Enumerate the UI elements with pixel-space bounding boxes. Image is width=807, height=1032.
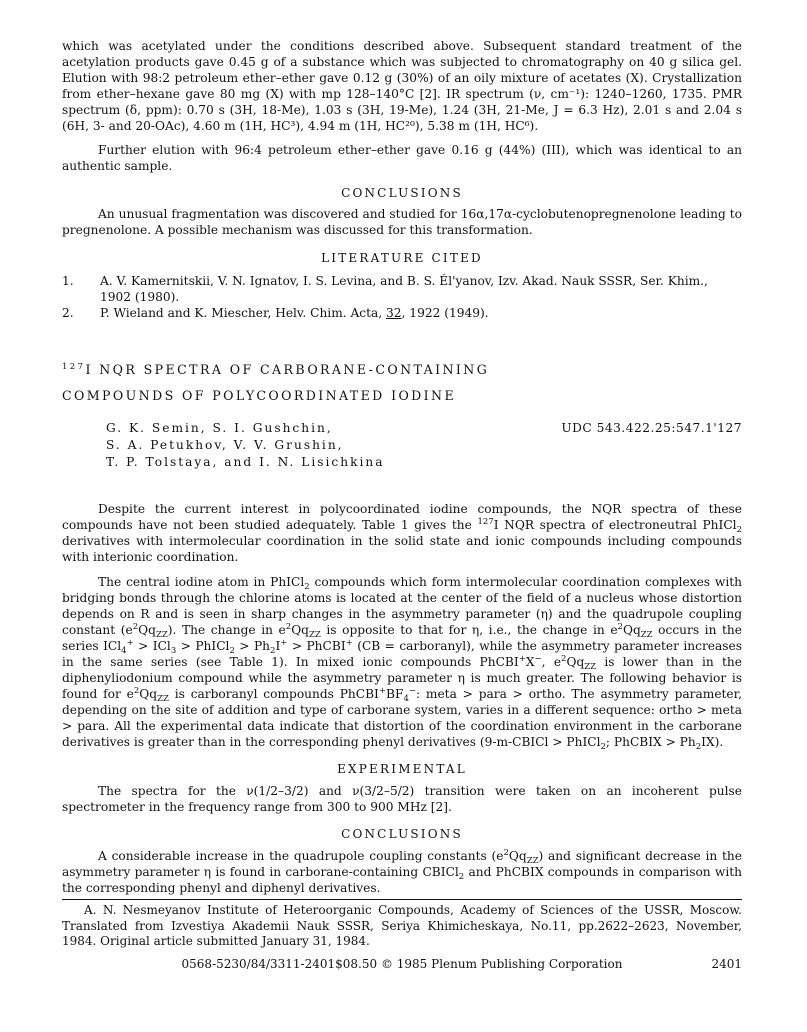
udc-code: UDC 543.422.25:547.1'127 xyxy=(561,421,742,435)
reference-number: 2. xyxy=(62,306,74,320)
conclusions-heading: CONCLUSIONS xyxy=(341,186,463,200)
affiliation-footnote: A. N. Nesmeyanov Institute of Heteroorganic Compounds, Academy of Sciences of the USSR, Moscow. Translated from Izvestiya Akademii Nauk SSSR, Seriya Khimicheskaya, No.11, pp.2622–2623, November, 1984. Original article submitted January 31, 1984. xyxy=(62,903,742,948)
reference-text: P. Wieland and K. Miescher, Helv. Chim. Acta, 32, 1922 (1949). xyxy=(100,306,489,320)
footnote-divider xyxy=(62,899,742,900)
page-content xyxy=(62,38,742,972)
reference-volume: 32 xyxy=(386,306,402,320)
author-list xyxy=(106,420,385,471)
author-line: G. K. Semin, S. I. Gushchin, xyxy=(106,421,333,435)
author-line: T. P. Tolstaya, and I. N. Lisichkina xyxy=(106,455,385,469)
page-number: 2401 xyxy=(711,956,742,971)
reference-item xyxy=(62,273,742,305)
acetylation-paragraph: which was acetylated under the conditions described above. Subsequent standard treatment of the acetylation products gave 0.45 g of a substance which was subjected to chromatography on 40 g silica gel. Elution with 98:2 petroleum ether–ether gave 0.12 g (30%) of an oily mixture of acetates (X). Crystallization from ether–hexane gave 80 mg (X) with mp 128–140°C [2]. IR spectrum (ν, cm⁻¹): 1240–1260, 1735. PMR spectrum (δ, ppm): 0.70 s (3H, 18-Me), 1.03 s (3H, 19-Me), 1.24 (3H, 21-Me, J = 6.3 Hz), 2.01 s and 2.04 s (6H, 3- and 20-OAc), 4.60 m (1H, HC³), 4.94 m (1H, HC²⁰), 5.38 m (1H, HC⁶). xyxy=(62,39,742,133)
conclusions-text: An unusual fragmentation was discovered and studied for 16α,17α-cyclobutenopregnenolone leading to pregnenolone. A possible mechanism was discussed for this transformation. xyxy=(62,207,742,237)
reference-text: A. V. Kamernitskii, V. N. Ignatov, I. S. Levina, and B. S. Él'yanov, Izv. Akad. Nauk SSSR, Ser. Khim., 1902 (1980). xyxy=(100,274,708,304)
copyright-text: 0568-5230/84/3311-2401$08.50 © 1985 Plenum Publishing Corporation xyxy=(181,956,623,971)
author-line: S. A. Petukhov, V. V. Grushin, xyxy=(106,438,344,452)
further-elution-paragraph: Further elution with 96:4 petroleum ether–ether gave 0.16 g (44%) (III), which was identical to an authentic sample. xyxy=(62,143,742,173)
experimental-text: The spectra for the ν(1/2–3/2) and ν(3/2–5/2) transition were taken on an incoherent pulse spectrometer in the frequency range from 300 to 900 MHz [2]. xyxy=(62,784,742,814)
article-title-line-2: COMPOUNDS OF POLYCOORDINATED IODINE xyxy=(62,388,457,403)
article-title xyxy=(62,361,742,405)
reference-list xyxy=(62,273,742,321)
literature-cited-heading: LITERATURE CITED xyxy=(321,251,483,265)
central-iodine-paragraph: The central iodine atom in PhICl$_2$ compounds which form intermolecular coordination complexes with bridging bonds through the chlorine atoms is located at the center of the field of a nucleus whose distortion depends on R and is seen in sharp changes in the asymmetry parameter (η) and the quadrupole coupling constant $(e^2Qq_{ZZ})$. The change in $e^2Qq_{ZZ}$ is opposite to that for η, i.e., the change in $e^2Qq_{ZZ}$ occurs in the series ICl$_4$+ > ICl$_3$ > PhICl$_2$ > $Ph_2I^+$ > PhCBI+ (CB = carboranyl), while the asymmetry parameter increases in the same series (see Table 1). In mixed ionic compounds PhCBI+X−, $e^2Qq_{ZZ}$ is lower than in the diphenyliodonium compound while the asymmetry parameter η is much greater. The following behavior is found for $e^2Qq_{ZZ}$ is carboranyl compounds $PhCBI^+BF_4^-$: meta > para > ortho. The asymmetry parameter, depending on the site of addition and type of carborane system, varies in a different sequence: ortho > meta > para. All the experimental data indicate that distortion of the coordination environment in the carborane derivatives is greater than in the corresponding phenyl derivatives (9-m-CBICl > PhICl$_2$; PhCBIX > $Ph_2IX$). xyxy=(62,575,743,752)
article-title-line-1: $^{127}$I NQR SPECTRA OF CARBORANE-CONTAINING xyxy=(62,362,490,377)
intro-paragraph: Despite the current interest in polycoordinated iodine compounds, the NQR spectra of these compounds have not been studied adequately. Table 1 gives the $^{127}$I NQR spectra of electroneutral PhICl$_2$ derivatives with intermolecular coordination in the solid state and ionic compounds including compounds with interionic coordination. xyxy=(62,502,742,564)
reference-item xyxy=(62,305,742,321)
copyright-line xyxy=(62,956,742,972)
conclusions-text-2: A considerable increase in the quadrupole coupling constants $(e^2Qq_{ZZ})$ and significant decrease in the asymmetry parameter η is found in carborane-containing CBICl$_2$ and PhCBIX compounds in comparison with the corresponding phenyl and diphenyl derivatives. xyxy=(62,848,742,895)
reference-number: 1. xyxy=(62,274,74,288)
authors-block xyxy=(62,420,742,471)
experimental-heading: EXPERIMENTAL xyxy=(337,762,467,776)
conclusions-heading-2: CONCLUSIONS xyxy=(341,827,463,841)
